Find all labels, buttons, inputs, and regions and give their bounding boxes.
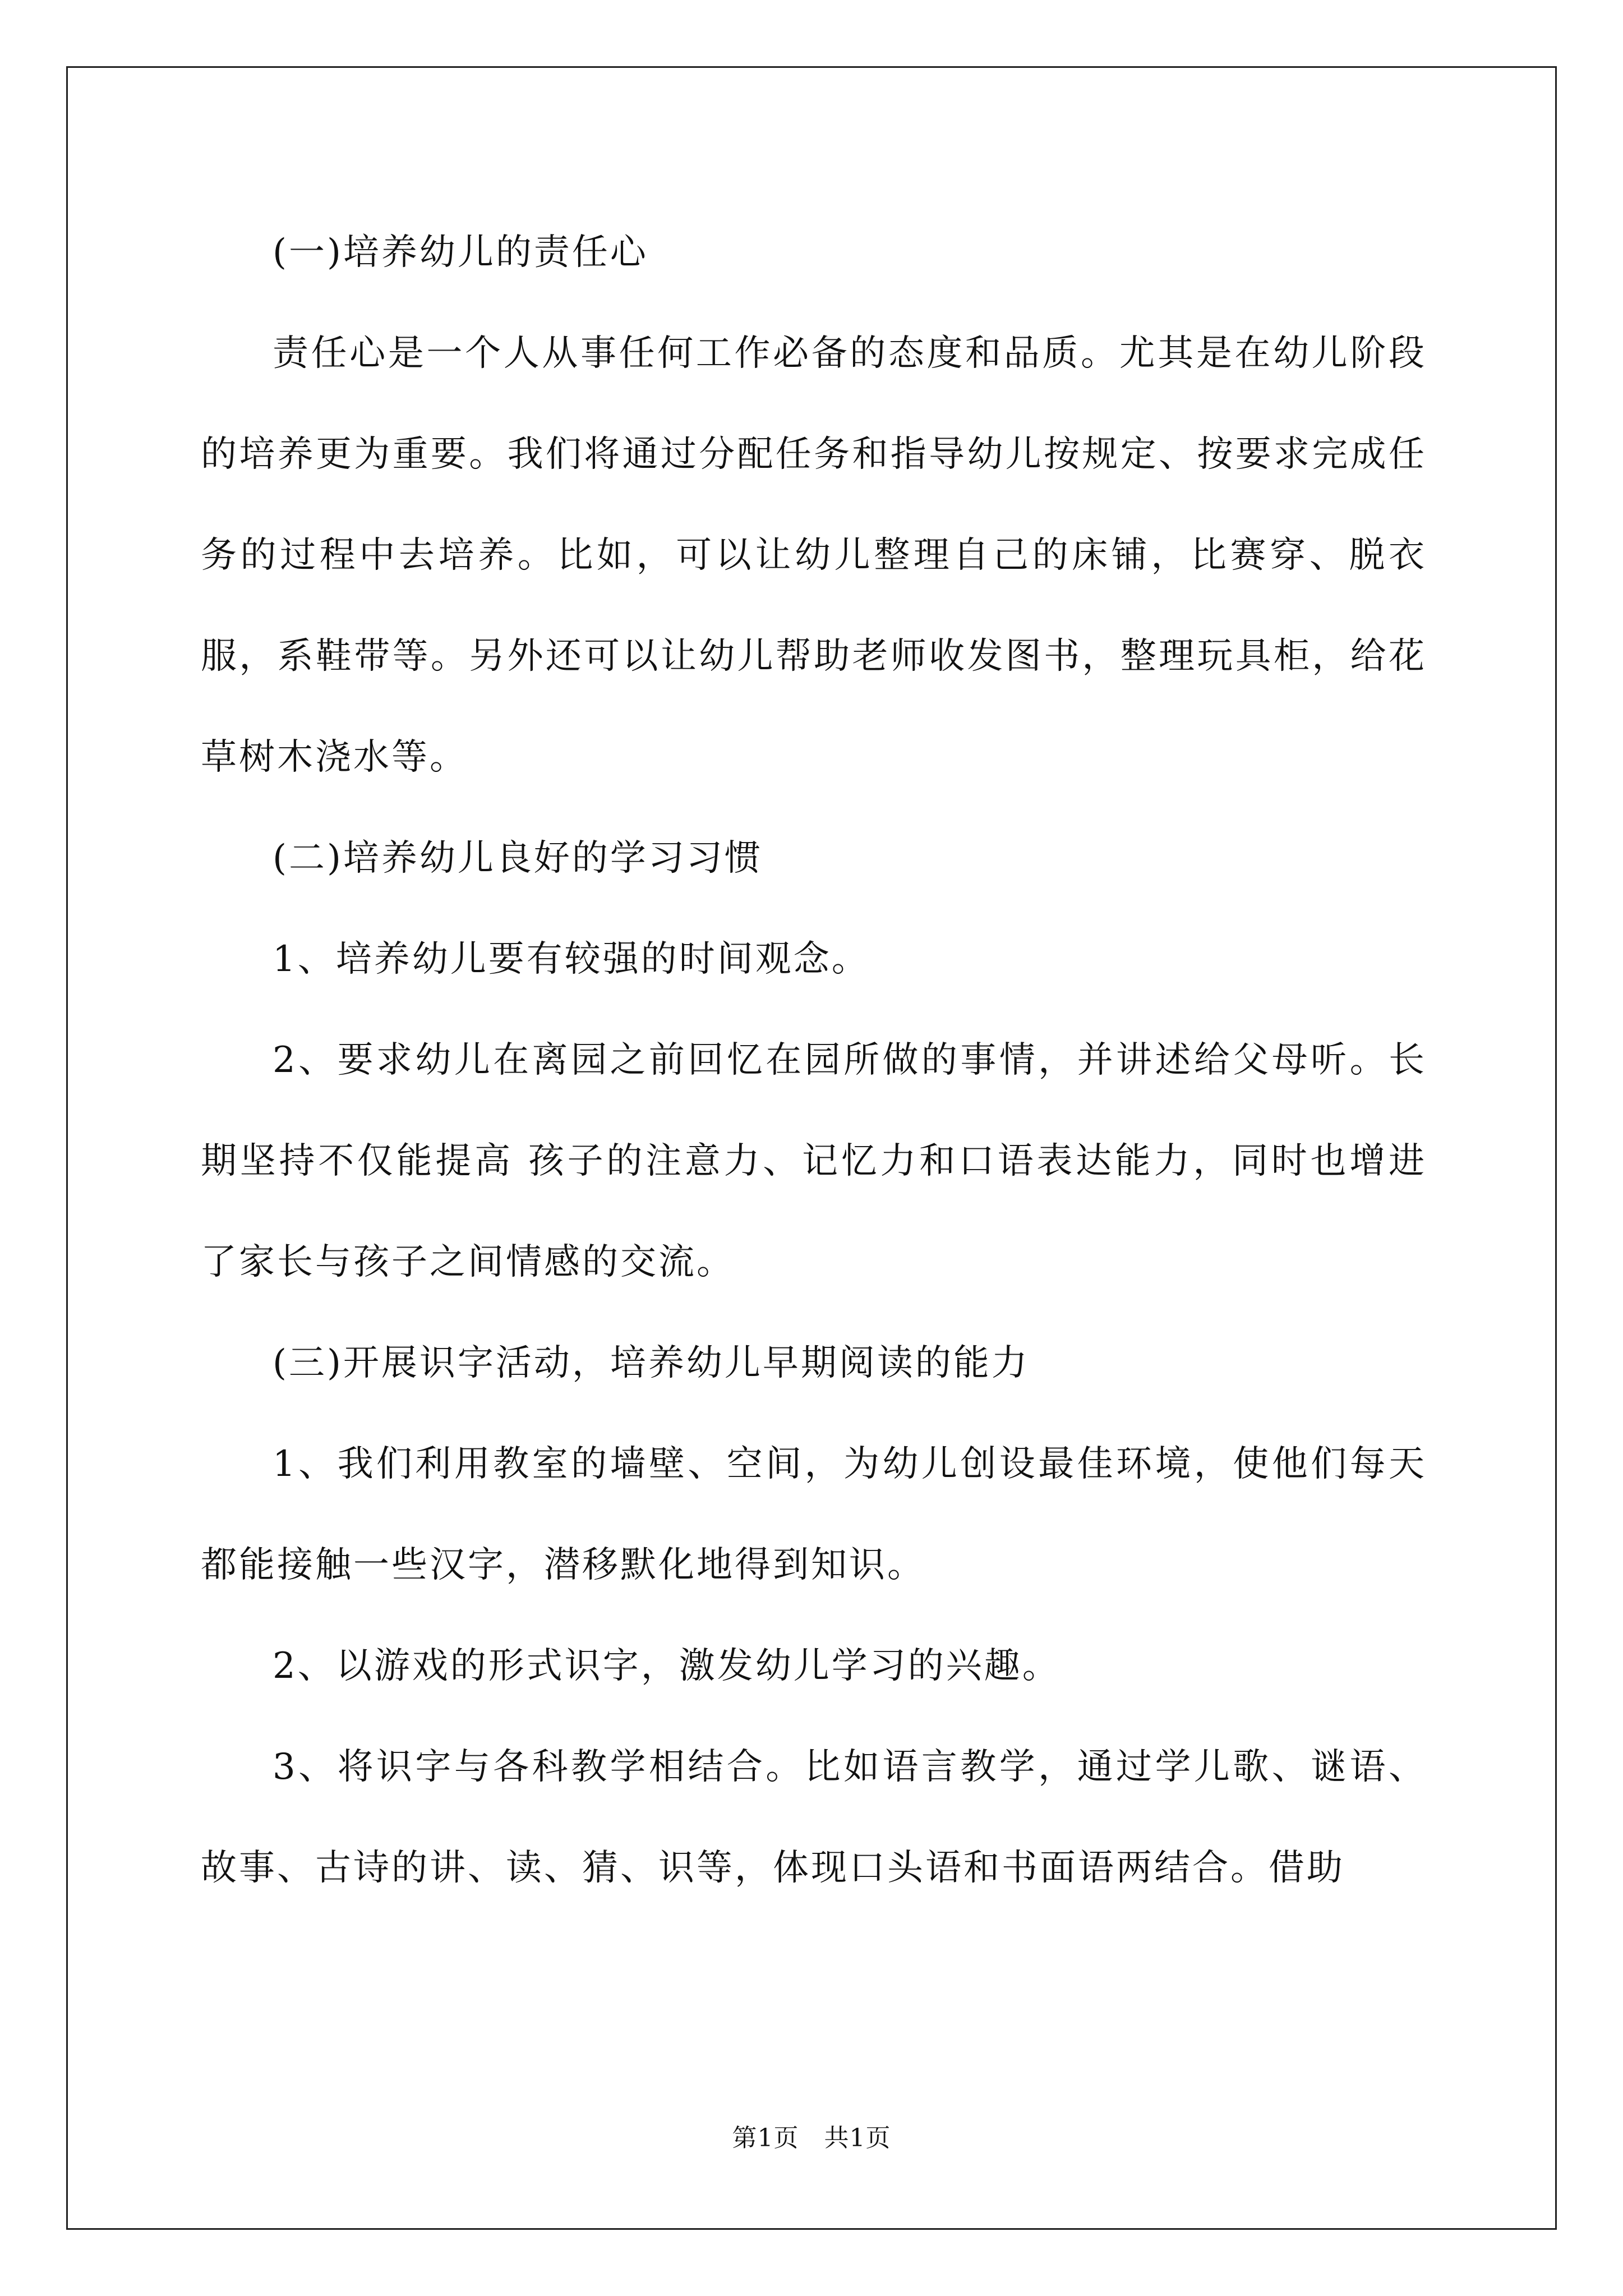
page-number: 第1页: [732, 2124, 799, 2152]
section-heading-2: (二)培养幼儿良好的学习习惯: [273, 838, 763, 879]
list-item: 3、将识字与各科教学相结合。比如语言教学，通过学儿歌、谜语、故事、古诗的讲、读、猜、识等，体现口头语和书面语两结合。借助: [201, 1746, 1427, 1889]
paragraph: 责任心是一个人从事任何工作必备的态度和品质。尤其是在幼儿阶段的培养更为重要。我们将通过分配任务和指导幼儿按规定、按要求完成任务的过程中去培养。比如，可以让幼儿整理自己的床铺，比赛穿、脱衣服，系鞋带等。另外还可以让幼儿帮助老师收发图书，整理玩具柜，给花草树木浇水等。: [201, 333, 1427, 778]
document-body: [201, 202, 1427, 1918]
list-item: 2、以游戏的形式识字，激发幼儿学习的兴趣。: [273, 1645, 1061, 1687]
list-item: 1、培养幼儿要有较强的时间观念。: [273, 938, 870, 980]
section-heading-3: (三)开展识字活动，培养幼儿早期阅读的能力: [273, 1342, 1030, 1384]
list-item: 2、要求幼儿在离园之前回忆在园所做的事情，并讲述给父母听。长期坚持不仅能提高 孩子的注意力、记忆力和口语表达能力，同时也增进了家长与孩子之间情感的交流。: [201, 1039, 1427, 1283]
list-item: 1、我们利用教室的墙壁、空间，为幼儿创设最佳环境，使他们每天都能接触一些汉字，潜移默化地得到知识。: [201, 1443, 1427, 1586]
section-heading-1: (一)培养幼儿的责任心: [273, 232, 648, 273]
page-footer: [0, 2122, 1623, 2155]
page-total: 共1页: [824, 2124, 891, 2152]
